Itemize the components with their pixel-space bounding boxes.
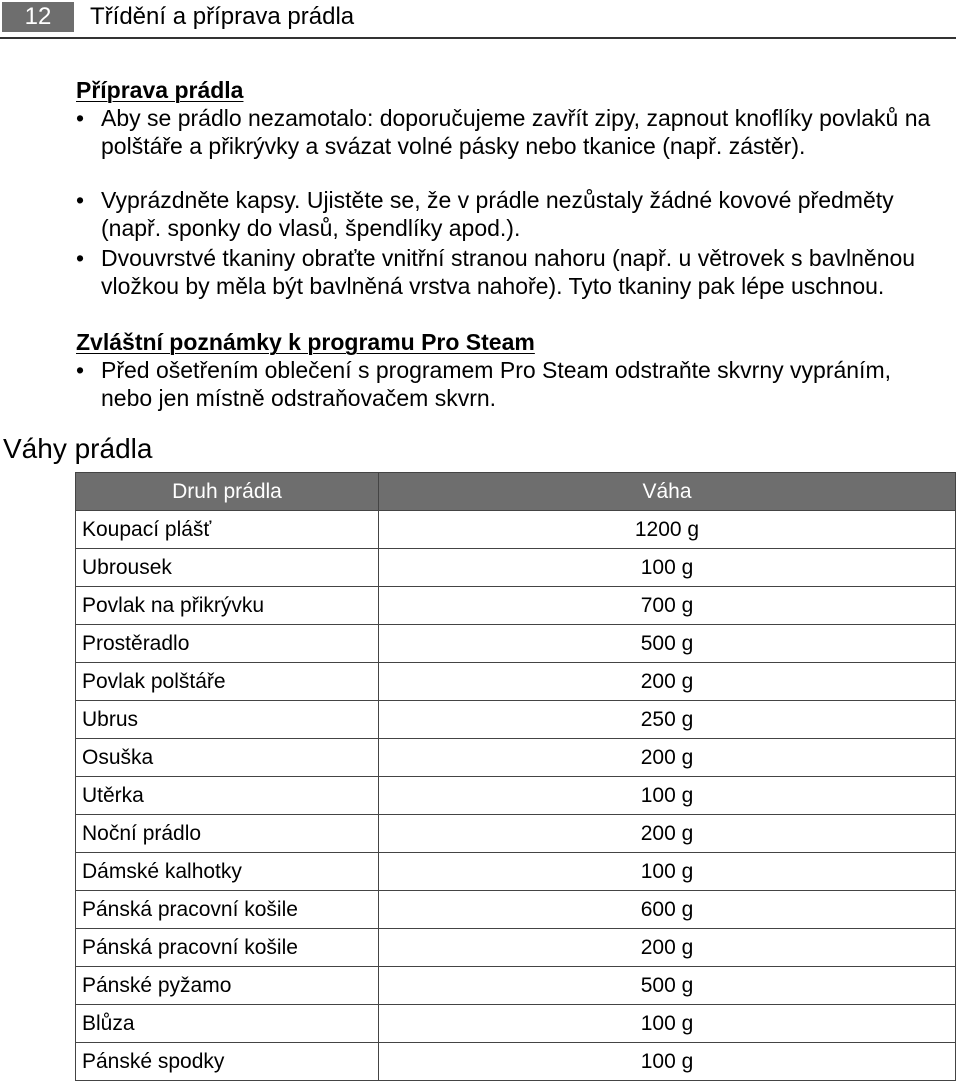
table-row [76,663,956,701]
weight-cell: 200 g [379,815,956,853]
page-number: 12 [2,2,74,32]
weights-heading: Váhy prádla [3,433,153,464]
main-content [76,76,946,412]
weight-cell: 200 g [379,739,956,777]
section-title-laundry-prep: Příprava prádla [76,77,244,103]
table-row [76,815,956,853]
list-item: • Aby se prádlo nezamotalo: doporučujeme zavřít zipy, zapnout knoflíky povlaků na polštáře a přikrývky a svázat volné pásky nebo tkanice (např. zástěr). [76,104,946,186]
weight-cell: 100 g [379,549,956,587]
list-item: • Vyprázdněte kapsy. Ujistěte se, že v prádle nezůstaly žádné kovové předměty (např. sponky do vlasů, špendlíky apod.). [76,186,946,244]
weight-cell: 100 g [379,1005,956,1043]
laundry-weights-table [75,472,956,1081]
laundry-type-cell: Utěrka [76,777,379,815]
laundry-type-cell: Koupací plášť [76,511,379,549]
weight-cell: 200 g [379,929,956,967]
laundry-type-cell: Povlak polštáře [76,663,379,701]
weight-cell: 600 g [379,891,956,929]
column-header-type: Druh prádla [76,473,379,511]
section-title-pro-steam: Zvláštní poznámky k programu Pro Steam [76,329,535,355]
laundry-type-cell: Prostěradlo [76,625,379,663]
weight-cell: 700 g [379,587,956,625]
table-header-row [76,473,956,511]
laundry-type-cell: Pánská pracovní košile [76,891,379,929]
laundry-type-cell: Pánské pyžamo [76,967,379,1005]
table-row [76,1043,956,1081]
weight-cell: 500 g [379,967,956,1005]
table-row [76,967,956,1005]
weight-cell: 100 g [379,777,956,815]
weight-cell: 100 g [379,853,956,891]
laundry-type-cell: Osuška [76,739,379,777]
laundry-type-cell: Pánská pracovní košile [76,929,379,967]
table-row [76,625,956,663]
laundry-type-cell: Noční prádlo [76,815,379,853]
table-row [76,1005,956,1043]
laundry-prep-list [76,104,946,328]
table-row [76,701,956,739]
page-header [0,0,956,39]
table-body [76,511,956,1081]
laundry-type-cell: Blůza [76,1005,379,1043]
table-row [76,587,956,625]
list-item: • Před ošetřením oblečení s programem Pro Steam odstraňte skvrny vypráním, nebo jen místně odstraňovačem skvrn. [76,356,946,412]
pro-steam-list [76,356,946,412]
laundry-type-cell: Ubrus [76,701,379,739]
table-row [76,739,956,777]
table-row [76,549,956,587]
table-row [76,511,956,549]
laundry-type-cell: Pánské spodky [76,1043,379,1081]
weight-cell: 200 g [379,663,956,701]
weight-cell: 100 g [379,1043,956,1081]
column-header-weight: Váha [379,473,956,511]
table-row [76,929,956,967]
table-row [76,853,956,891]
laundry-type-cell: Povlak na přikrývku [76,587,379,625]
list-item: • Dvouvrstvé tkaniny obraťte vnitřní stranou nahoru (např. u větrovek s bavlněnou vložkou by měla být bavlněná vrstva nahoře). Tyto tkaniny pak lépe uschnou. [76,244,946,328]
page-title: Třídění a příprava prádla [90,3,355,30]
weight-cell: 1200 g [379,511,956,549]
table-row [76,777,956,815]
weight-cell: 250 g [379,701,956,739]
laundry-type-cell: Ubrousek [76,549,379,587]
weight-cell: 500 g [379,625,956,663]
laundry-type-cell: Dámské kalhotky [76,853,379,891]
table-row [76,891,956,929]
